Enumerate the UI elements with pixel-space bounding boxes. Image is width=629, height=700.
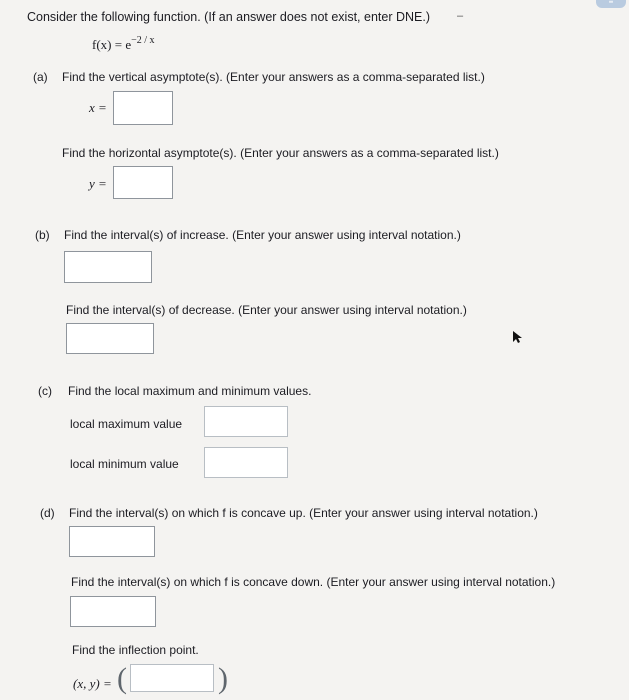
problem-prompt: Consider the following function. (If an answer does not exist, enter DNE.) [27, 10, 430, 24]
dropdown-caret-icon[interactable]: – [457, 10, 464, 22]
concave-down-question: Find the interval(s) on which f is concave down. (Enter your answer using interval notation.) [71, 575, 556, 589]
increase-input[interactable] [64, 251, 152, 283]
function-lhs: f(x) = e [92, 37, 132, 52]
local-extrema-question: Find the local maximum and minimum values. [68, 384, 312, 398]
local-min-input[interactable] [204, 447, 288, 478]
local-max-input[interactable] [204, 406, 288, 437]
part-d-label: (d) [40, 506, 55, 520]
vertical-asymptote-var: x = [89, 100, 107, 115]
part-a-label: (a) [33, 70, 48, 84]
decrease-question: Find the interval(s) of decrease. (Enter your answer using interval notation.) [66, 303, 467, 317]
local-max-label: local maximum value [70, 417, 183, 431]
vertical-asymptote-input[interactable] [113, 91, 173, 125]
function-exponent: −2 / x [131, 35, 155, 46]
increase-question: Find the interval(s) of increase. (Enter your answer using interval notation.) [64, 228, 461, 242]
part-b-label: (b) [35, 228, 50, 242]
horizontal-asymptote-input[interactable] [113, 166, 173, 199]
local-min-label: local minimum value [70, 457, 179, 471]
function-definition [92, 37, 155, 53]
inflection-var: (x, y) = [73, 676, 112, 691]
decrease-input[interactable] [66, 323, 154, 354]
inflection-close-paren: ) [218, 662, 228, 695]
help-badge[interactable]: ≡ [596, 0, 626, 8]
part-c-label: (c) [38, 384, 52, 398]
horizontal-asymptote-var: y = [89, 176, 107, 191]
inflection-input[interactable] [130, 664, 214, 692]
inflection-open-paren: ( [117, 662, 127, 695]
vertical-asymptote-question: Find the vertical asymptote(s). (Enter your answers as a comma-separated list.) [62, 70, 485, 84]
inflection-question: Find the inflection point. [72, 643, 199, 657]
concave-up-input[interactable] [69, 526, 155, 557]
horizontal-asymptote-question: Find the horizontal asymptote(s). (Enter your answers as a comma-separated list.) [62, 146, 499, 160]
concave-down-input[interactable] [70, 596, 156, 627]
concave-up-question: Find the interval(s) on which f is concave up. (Enter your answer using interval notation.) [69, 506, 538, 520]
mouse-cursor-icon [512, 330, 524, 344]
